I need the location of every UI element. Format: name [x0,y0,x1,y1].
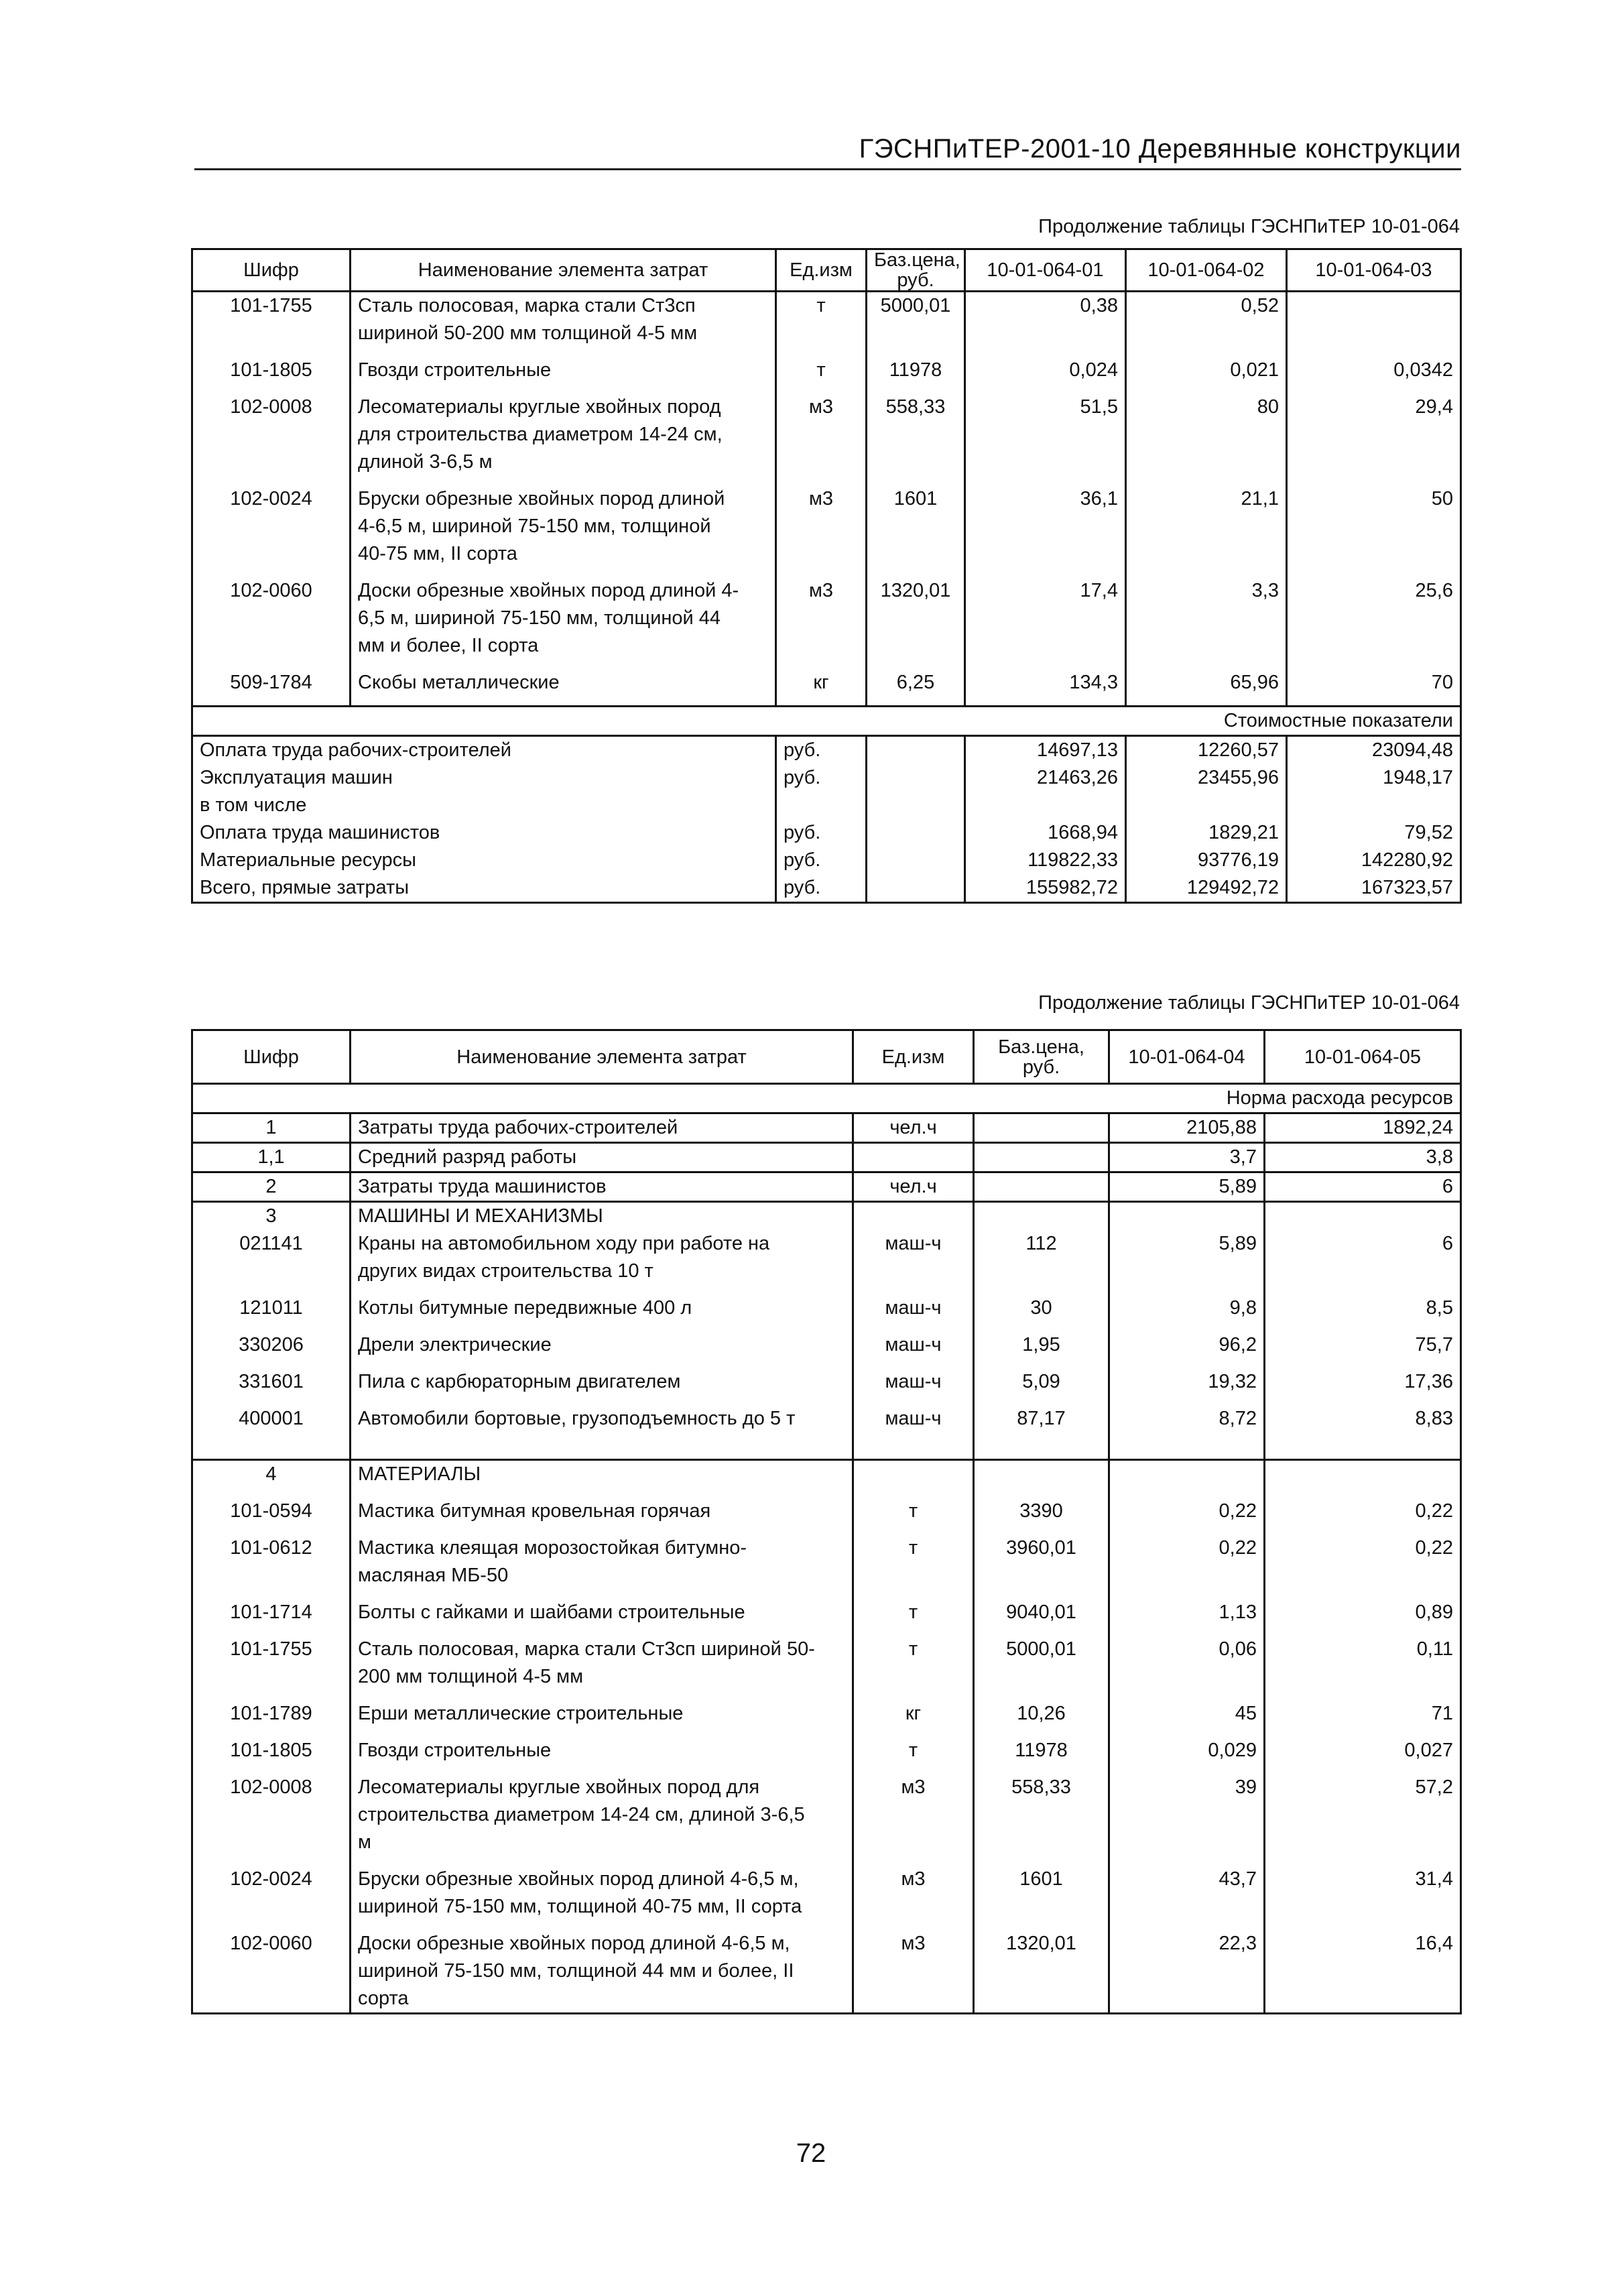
col-064-01: 10-01-064-01 [965,249,1126,292]
resource-table-1 [191,248,1462,904]
row-name: Скобы металлические [351,669,776,697]
cost-value-02: 23455,96 [1126,764,1287,792]
row-name: Автомобили бортовые, грузоподъемность до 5 т [351,1405,853,1433]
row-code: 101-1805 [192,357,351,384]
row-value-05: 75,7 [1265,1331,1461,1359]
row-code: 121011 [192,1294,351,1322]
row-code: 2 [192,1172,351,1202]
row-price [974,1202,1109,1231]
row-value-05: 71 [1265,1700,1461,1728]
row-value-03: 25,6 [1287,577,1461,660]
col-price: Баз.цена, руб. [974,1030,1109,1084]
row-value-05: 6 [1265,1230,1461,1285]
row-price: 5000,01 [974,1636,1109,1691]
row-code: 102-0024 [192,485,351,568]
row-unit: маш-ч [853,1294,974,1322]
cost-label: Всего, прямые затраты [192,874,776,903]
row-name: Лесоматериалы круглые хвойных пород для строительства диаметром 14-24 см, длиной 3-6,5 м [351,1774,853,1856]
row-price: 1320,01 [867,577,965,660]
row-value-05: 1892,24 [1265,1113,1461,1143]
cost-value-02: 1829,21 [1126,819,1287,847]
cost-value-03: 79,52 [1287,819,1461,847]
row-price: 112 [974,1230,1109,1285]
col-price: Баз.цена, руб. [867,249,965,292]
row-unit: чел.ч [853,1172,974,1202]
table-row [192,577,1461,660]
row-value-01: 51,5 [965,394,1126,476]
running-title: ГЭСНПиТЕР-2001-10 Деревянные конструкции [194,134,1461,170]
row-value-05: 16,4 [1265,1930,1461,2014]
row-name: Котлы битумные передвижные 400 л [351,1294,853,1322]
row-price: 87,17 [974,1405,1109,1433]
row-value-05: 17,36 [1265,1368,1461,1396]
table-row [192,1368,1461,1396]
row-value-03: 70 [1287,669,1461,697]
row-unit: м3 [776,577,867,660]
row-unit: м3 [853,1774,974,1856]
row-code: 101-0594 [192,1498,351,1525]
row-value-04 [1109,1202,1265,1231]
col-code: Шифр [192,249,351,292]
row-name: Болты с гайками и шайбами строительные [351,1599,853,1626]
cost-value-02: 129492,72 [1126,874,1287,903]
col-064-02: 10-01-064-02 [1126,249,1287,292]
cost-section-title: Стоимостные показатели [192,706,1461,735]
table-row [192,1143,1461,1172]
table-row [192,1202,1461,1231]
row-name: Сталь полосовая, марка стали Ст3сп шириной 50- 200 мм толщиной 4-5 мм [351,1636,853,1691]
cost-row [192,764,1461,792]
row-value-05: 57,2 [1265,1774,1461,1856]
row-value-03: 50 [1287,485,1461,568]
row-value-05: 6 [1265,1172,1461,1202]
cost-label: в том числе [192,792,776,819]
cost-value-02: 93776,19 [1126,847,1287,874]
cost-value-03: 142280,92 [1287,847,1461,874]
row-unit: чел.ч [853,1113,974,1143]
row-unit [853,1202,974,1231]
row-unit: т [776,292,867,348]
cost-value-03: 167323,57 [1287,874,1461,903]
table-row [192,1930,1461,2014]
row-unit: т [853,1534,974,1589]
row-value-05: 0,22 [1265,1498,1461,1525]
row-value-04: 0,029 [1109,1737,1265,1764]
cost-row [192,792,1461,819]
cost-row [192,735,1461,764]
row-name: МАТЕРИАЛЫ [351,1459,853,1488]
row-unit [853,1459,974,1488]
row-unit: м3 [776,485,867,568]
row-value-05: 0,89 [1265,1599,1461,1626]
row-name: Мастика клеящая морозостойкая битумно- масляная МБ-50 [351,1534,853,1589]
col-064-05: 10-01-064-05 [1265,1030,1461,1084]
row-value-04: 39 [1109,1774,1265,1856]
table-row [192,1774,1461,1856]
row-name: Средний разряд работы [351,1143,853,1172]
row-value-05: 31,4 [1265,1866,1461,1921]
row-value-04: 0,06 [1109,1636,1265,1691]
row-price [974,1143,1109,1172]
cost-section-row [192,706,1461,735]
norm-section-title: Норма расхода ресурсов [192,1084,1461,1113]
cost-unit: руб. [776,874,867,903]
row-value-05: 8,83 [1265,1405,1461,1433]
row-unit: т [776,357,867,384]
table-row [192,1866,1461,1921]
row-value-04: 96,2 [1109,1331,1265,1359]
table-row [192,1534,1461,1589]
row-name: МАШИНЫ И МЕХАНИЗМЫ [351,1202,853,1231]
cost-value-02: 12260,57 [1126,735,1287,764]
cost-label: Оплата труда машинистов [192,819,776,847]
row-code: 102-0008 [192,1774,351,1856]
row-name: Гвозди строительные [351,357,776,384]
row-price: 1,95 [974,1331,1109,1359]
row-code: 509-1784 [192,669,351,697]
row-price: 558,33 [974,1774,1109,1856]
row-code: 331601 [192,1368,351,1396]
cost-value-01: 119822,33 [965,847,1126,874]
table-row [192,1599,1461,1626]
row-value-01: 36,1 [965,485,1126,568]
row-value-05 [1265,1202,1461,1231]
row-value-02: 80 [1126,394,1287,476]
table-row [192,1459,1461,1488]
cost-row [192,819,1461,847]
row-price: 11978 [867,357,965,384]
row-value-04: 3,7 [1109,1143,1265,1172]
row-unit: т [853,1498,974,1525]
row-code: 102-0060 [192,1930,351,2014]
table-row [192,394,1461,476]
table-row [192,1737,1461,1764]
row-code: 101-0612 [192,1534,351,1589]
row-code: 4 [192,1459,351,1488]
row-name: Бруски обрезные хвойных пород длиной 4-6,5 м, шириной 75-150 мм, толщиной 40-75 мм, II сорта [351,1866,853,1921]
col-064-03: 10-01-064-03 [1287,249,1461,292]
table-row [192,1405,1461,1433]
cost-row [192,847,1461,874]
row-value-04: 45 [1109,1700,1265,1728]
row-price: 1601 [867,485,965,568]
row-unit: м3 [853,1930,974,2014]
row-value-05 [1265,1459,1461,1488]
row-name: Бруски обрезные хвойных пород длиной 4-6,5 м, шириной 75-150 мм, толщиной 40-75 мм, II сорта [351,485,776,568]
row-value-05: 3,8 [1265,1143,1461,1172]
row-price [974,1172,1109,1202]
cost-value-01: 14697,13 [965,735,1126,764]
cost-value-03: 23094,48 [1287,735,1461,764]
row-value-04: 5,89 [1109,1230,1265,1285]
table-row [192,357,1461,384]
row-value-03 [1287,292,1461,348]
row-name: Гвозди строительные [351,1737,853,1764]
cost-value-02 [1126,792,1287,819]
table-row [192,669,1461,697]
col-unit: Ед.изм [776,249,867,292]
cost-value-03 [1287,792,1461,819]
row-price: 5000,01 [867,292,965,348]
row-code: 021141 [192,1230,351,1285]
row-code: 102-0060 [192,577,351,660]
cost-value-01: 21463,26 [965,764,1126,792]
row-value-04: 1,13 [1109,1599,1265,1626]
row-price: 3390 [974,1498,1109,1525]
row-unit: кг [853,1700,974,1728]
row-value-04: 19,32 [1109,1368,1265,1396]
row-code: 101-1755 [192,1636,351,1691]
cost-value-01: 155982,72 [965,874,1126,903]
row-name: Затраты труда рабочих-строителей [351,1113,853,1143]
row-value-05: 0,11 [1265,1636,1461,1691]
cost-value-01 [965,792,1126,819]
row-price [974,1459,1109,1488]
col-unit: Ед.изм [853,1030,974,1084]
table-row [192,485,1461,568]
row-price: 3960,01 [974,1534,1109,1589]
table-row [192,1172,1461,1202]
page-number: 72 [796,2138,826,2168]
row-unit: маш-ч [853,1368,974,1396]
table-row [192,1230,1461,1285]
row-price: 30 [974,1294,1109,1322]
row-price: 1320,01 [974,1930,1109,2014]
row-name: Мастика битумная кровельная горячая [351,1498,853,1525]
row-name: Краны на автомобильном ходу при работе на других видах строительства 10 т [351,1230,853,1285]
row-value-05: 8,5 [1265,1294,1461,1322]
col-name: Наименование элемента затрат [351,249,776,292]
table-row [192,292,1461,348]
row-value-04: 22,3 [1109,1930,1265,2014]
row-value-03: 0,0342 [1287,357,1461,384]
cost-unit: руб. [776,819,867,847]
col-064-04: 10-01-064-04 [1109,1030,1265,1084]
row-unit [853,1143,974,1172]
row-unit: т [853,1636,974,1691]
row-code: 400001 [192,1405,351,1433]
row-unit: маш-ч [853,1230,974,1285]
norm-section-row [192,1084,1461,1113]
row-price: 5,09 [974,1368,1109,1396]
cost-unit: руб. [776,847,867,874]
row-code: 1,1 [192,1143,351,1172]
table-row [192,1294,1461,1322]
row-value-05: 0,027 [1265,1737,1461,1764]
col-name: Наименование элемента затрат [351,1030,853,1084]
row-price: 6,25 [867,669,965,697]
row-value-01: 134,3 [965,669,1126,697]
row-price: 10,26 [974,1700,1109,1728]
row-value-04 [1109,1459,1265,1488]
table1-caption: Продолжение таблицы ГЭСНПиТЕР 10-01-064 [1038,216,1460,237]
row-code: 330206 [192,1331,351,1359]
cost-row [192,874,1461,903]
row-value-04: 43,7 [1109,1866,1265,1921]
row-code: 101-1755 [192,292,351,348]
row-name: Ерши металлические строительные [351,1700,853,1728]
row-name: Сталь полосовая, марка стали Ст3сп шириной 50-200 мм толщиной 4-5 мм [351,292,776,348]
col-code: Шифр [192,1030,351,1084]
row-name: Пила с карбюраторным двигателем [351,1368,853,1396]
row-unit: маш-ч [853,1405,974,1433]
row-code: 1 [192,1113,351,1143]
row-value-01: 0,024 [965,357,1126,384]
cost-unit: руб. [776,735,867,764]
cost-label: Эксплуатация машин [192,764,776,792]
table-row [192,1331,1461,1359]
row-value-02: 0,021 [1126,357,1287,384]
row-price [974,1113,1109,1143]
row-value-02: 65,96 [1126,669,1287,697]
table2-caption: Продолжение таблицы ГЭСНПиТЕР 10-01-064 [1038,992,1460,1014]
row-value-05: 0,22 [1265,1534,1461,1589]
row-price: 9040,01 [974,1599,1109,1626]
cost-unit [776,792,867,819]
row-code: 102-0024 [192,1866,351,1921]
row-code: 101-1805 [192,1737,351,1764]
table-row [192,1113,1461,1143]
table1-header-row [192,249,1461,292]
row-value-04: 0,22 [1109,1498,1265,1525]
row-code: 101-1789 [192,1700,351,1728]
cost-label: Материальные ресурсы [192,847,776,874]
row-price: 1601 [974,1866,1109,1921]
row-unit: кг [776,669,867,697]
row-value-03: 29,4 [1287,394,1461,476]
table-row [192,1700,1461,1728]
table2-header-row [192,1030,1461,1084]
table-row [192,1636,1461,1691]
row-name: Дрели электрические [351,1331,853,1359]
row-unit: маш-ч [853,1331,974,1359]
row-name: Лесоматериалы круглые хвойных пород для строительства диаметром 14-24 см, длиной 3-6,5 м [351,394,776,476]
row-code: 101-1714 [192,1599,351,1626]
row-value-01: 17,4 [965,577,1126,660]
row-value-02: 0,52 [1126,292,1287,348]
resource-table-2 [191,1029,1462,2014]
cost-value-03: 1948,17 [1287,764,1461,792]
cost-unit: руб. [776,764,867,792]
row-code: 3 [192,1202,351,1231]
row-unit: т [853,1599,974,1626]
row-value-01: 0,38 [965,292,1126,348]
row-name: Доски обрезные хвойных пород длиной 4- 6,5 м, шириной 75-150 мм, толщиной 44 мм и более, II сорта [351,577,776,660]
table-row [192,1498,1461,1525]
row-name: Затраты труда машинистов [351,1172,853,1202]
row-price: 558,33 [867,394,965,476]
row-value-02: 3,3 [1126,577,1287,660]
cost-label: Оплата труда рабочих-строителей [192,735,776,764]
row-value-04: 0,22 [1109,1534,1265,1589]
row-value-02: 21,1 [1126,485,1287,568]
row-value-04: 8,72 [1109,1405,1265,1433]
row-unit: м3 [853,1866,974,1921]
row-code: 102-0008 [192,394,351,476]
row-unit: м3 [776,394,867,476]
row-name: Доски обрезные хвойных пород длиной 4-6,5 м, шириной 75-150 мм, толщиной 44 мм и более, II сорта [351,1930,853,2014]
row-value-04: 9,8 [1109,1294,1265,1322]
row-value-04: 2105,88 [1109,1113,1265,1143]
cost-value-01: 1668,94 [965,819,1126,847]
row-price: 11978 [974,1737,1109,1764]
row-unit: т [853,1737,974,1764]
row-value-04: 5,89 [1109,1172,1265,1202]
